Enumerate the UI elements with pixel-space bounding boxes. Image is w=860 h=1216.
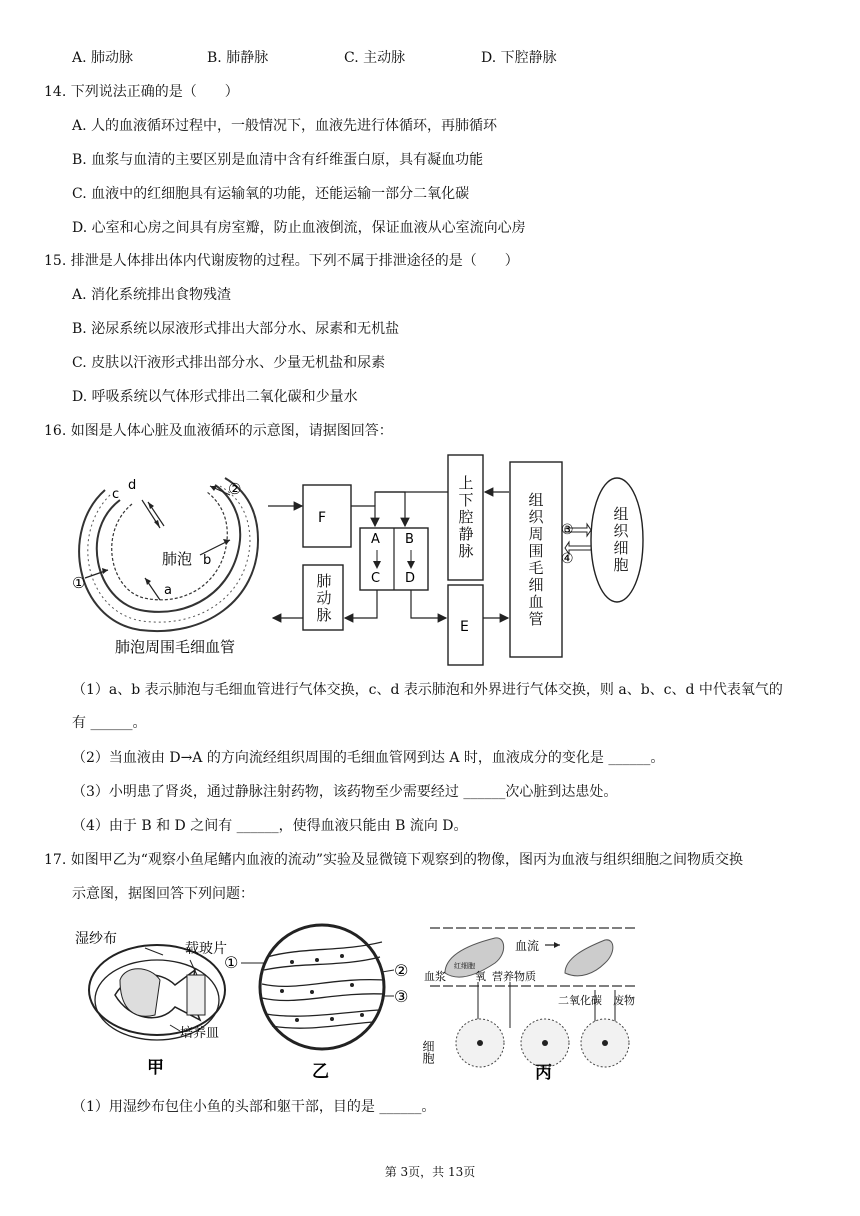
caption-bing: 丙 [535,1063,552,1083]
wet-gauze-label: 湿纱布 [75,931,117,947]
caption-yi: 乙 [312,1062,329,1082]
q15-option-d: D. 呼吸系统以气体形式排出二氧化碳和少量水 [72,389,358,405]
q17-stem-line2: 示意图，据图回答下列问题： [72,886,254,902]
caption-jia: 甲 [147,1058,164,1078]
q17-stem-line1: 17. 如图甲乙为“观察小鱼尾鳍内血液的流动”实验及显微镜下观察到的物像，图丙为血液与组织细胞之间物质交换 [44,852,744,868]
label-three: ③ [561,522,574,538]
label-d: d [128,478,137,493]
label-four: ④ [561,551,574,567]
label-two: ② [228,480,242,498]
q13-option-b: B. 肺静脉 [207,50,269,66]
q16-sub3: （3）小明患了肾炎，通过静脉注射药物，该药物至少需要经过 ______次心脏到达患处。 [72,784,618,800]
q15-option-c: C. 皮肤以汗液形式排出部分水、少量无机盐和尿素 [72,355,386,371]
q16-sub1-line2: 有 ______。 [72,715,147,731]
label-c: c [112,487,120,502]
label-C: C [371,571,381,586]
label-b: b [203,553,212,568]
box-f [303,485,351,547]
rbc-label: 红细胞 [454,962,475,970]
tissue-capillary-label: 组织周围毛细血管 [526,492,545,628]
rbc-shape-2 [565,940,613,976]
fig-jia [75,925,240,1080]
slide-label: 载玻片 [185,941,227,957]
capillary-caption: 肺泡周围毛细血管 [115,638,236,656]
fig-bing [420,918,645,1083]
label-B: B [405,532,414,547]
label-A: A [371,532,380,547]
page-footer: 第 3页，共 13页 [384,1165,476,1179]
oxygen-label: 氧 [475,970,486,983]
q14-option-d: D. 心室和心房之间具有房室瓣，防止血液倒流，保证血液从心室流向心房 [72,220,526,236]
q16-sub2: （2）当血液由 D→A 的方向流经组织周围的毛细血管网到达 A 时，血液成分的变化是 ______。 [72,750,665,766]
yi-label-two: ② [394,961,409,980]
fig-yi [222,922,417,1082]
yi-label-one: ① [224,953,239,972]
nutrients-label: 营养物质 [492,970,536,983]
tissue-cell-label: 组织细胞 [611,506,630,574]
waste-label: 废物 [613,994,635,1007]
blood-flow-label: 血流 [515,939,540,953]
label-one: ① [72,574,86,592]
q15-stem: 15. 排泄是人体排出体内代谢废物的过程。下列不属于排泄途径的是（ ） [44,253,519,269]
q16-sub1-line1: （1）a、b 表示肺泡与毛细血管进行气体交换，c、d 表示肺泡和外界进行气体交换，则 a、b、c、d 中代表氧气的 [72,682,783,698]
label-D: D [405,571,416,586]
label-f: F [318,510,327,526]
yi-label-three: ③ [394,987,409,1006]
pulmonary-artery-label: 肺动脉 [314,572,333,624]
q15-option-a: A. 消化系统排出食物残渣 [72,287,232,303]
vena-cava-label: 上下腔静脉 [456,474,475,560]
q14-stem: 14. 下列说法正确的是（ ） [44,84,239,100]
q13-option-a: A. 肺动脉 [72,50,134,66]
label-a: a [164,583,172,598]
q14-option-b: B. 血浆与血清的主要区别是血清中含有纤维蛋白原，具有凝血功能 [72,152,484,168]
q16-stem: 16. 如图是人体心脏及血液循环的示意图，请据图回答： [44,423,393,439]
slide-shape [187,975,205,1015]
q13-option-c: C. 主动脉 [344,50,406,66]
q14-option-a: A. 人的血液循环过程中，一般情况下，血液先进行体循环，再肺循环 [72,118,498,134]
q17-sub1: （1）用湿纱布包住小鱼的头部和躯干部，目的是 ______。 [72,1099,436,1115]
cell-label: 细胞 [421,1040,435,1064]
alveolus-label: 肺泡 [162,550,193,568]
q14-option-c: C. 血液中的红细胞具有运输氧的功能，还能运输一部分二氧化碳 [72,186,470,202]
q16-sub4: （4）由于 B 和 D 之间有 ______，使得血液只能由 B 流向 D。 [72,818,468,834]
dish-label: 培养皿 [180,1026,220,1041]
q13-options [72,48,557,68]
alveolus-diagram [60,460,285,660]
label-e: E [460,619,469,635]
plasma-label: 血浆 [424,970,446,983]
q15-option-b: B. 泌尿系统以尿液形式排出大部分水、尿素和无机盐 [72,321,400,337]
q13-option-d: D. 下腔静脉 [481,50,557,66]
co2-label: 二氧化碳 [558,994,602,1007]
